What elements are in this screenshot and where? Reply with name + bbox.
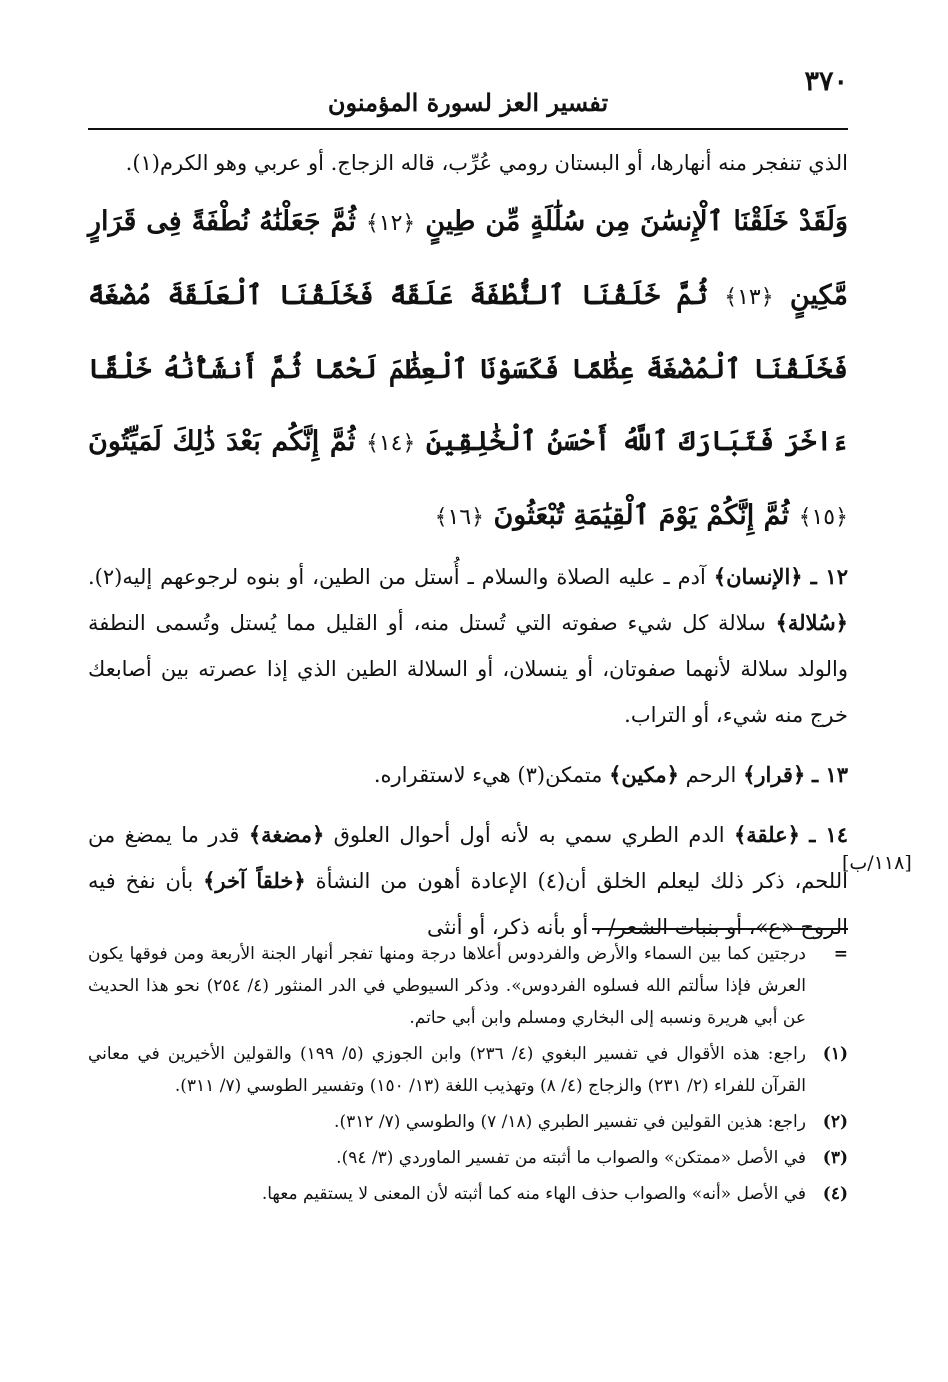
footnote-mark: (٣) [822, 1148, 848, 1168]
entry-number: ١٤ ـ [809, 822, 848, 847]
verse-number-15: ﴿١٥﴾ [798, 505, 848, 530]
quoted-term: ﴿مضغة﴾ [248, 822, 325, 847]
page-header [88, 62, 848, 130]
footnote-text: راجع: هذين القولين في تفسير الطبري (١٨/ ٧) والطوسي (٧/ ٣١٢). [334, 1112, 806, 1132]
running-title: تفسير العز لسورة المؤمنون [327, 88, 609, 117]
footnote-divider [592, 928, 848, 930]
footnote-mark: (١) [822, 1044, 848, 1064]
footnote [88, 1142, 848, 1174]
main-text [88, 140, 848, 950]
footnote-text: في الأصل «ممتكن» والصواب ما أثبته من تفسير الماوردي (٣/ ٩٤). [336, 1148, 806, 1168]
footnotes [88, 938, 848, 1210]
quoted-term: ﴿علقة﴾ [733, 822, 800, 847]
footnote-text: في الأصل «أنه» والصواب حذف الهاء منه كما أثبته لأن المعنى لا يستقيم معها. [261, 1184, 806, 1204]
footnote-text: راجع: هذه الأقوال في تفسير البغوي (٤/ ٢٣٦) وابن الجوزي (٥/ ١٩٩) والقولين الأخيرين في معاني القرآن للفراء (٢/ ٢٣١) والزجاج (٤/ ٨) وتهذيب اللغة (١٣/ ١٥٠) وتفسير الطوسي (٧/ ٣١١). [88, 1044, 806, 1096]
commentary-text: قدر ما يمضغ من اللحم، ذكر ذلك ليعلم الخلق أن(٤) الإعادة أهون من النشأة [88, 823, 848, 893]
footnote-mark: (٢) [822, 1112, 848, 1132]
verse-text: وَلَقَدْ خَلَقْنَا ٱلْإِنسَٰنَ مِن سُلَٰلَةٍ مِّن طِينٍ [425, 206, 848, 237]
quoted-term: ﴿قرار﴾ [743, 762, 806, 787]
footnote [88, 938, 848, 1034]
verse-text: ثُمَّ إِنَّكُمْ يَوْمَ ٱلْقِيَٰمَةِ تُبْعَثُونَ [493, 500, 790, 531]
commentary-text: الدم الطري سمي به لأنه أول أحوال العلوق [333, 823, 725, 847]
verse-number-12: ﴿١٢﴾ [365, 211, 416, 236]
verse-text: ثُمَّ جَعَلْنَٰهُ نُطْفَةً فِى قَرَارٍ مَّكِينٍ [88, 206, 848, 311]
quoted-term: ﴿مكين﴾ [609, 762, 679, 787]
quran-verse-block [88, 186, 848, 554]
quoted-term: ﴿سُلالة﴾ [775, 610, 848, 635]
commentary-text: آدم ـ عليه الصلاة والسلام ـ أُستل من الطين، أو بنوه لرجوعهم إليه(٢). [88, 565, 706, 589]
manuscript-folio-marker: [١١٨/ب] [842, 852, 912, 874]
quoted-term: ﴿الإنسان﴾ [713, 564, 803, 589]
commentary-text: بأن نفخ فيه الروح «ع»، أو بنبات الشعر/ ، أو بأنه ذكر، أو أنثى [88, 869, 848, 939]
commentary-13 [88, 752, 848, 798]
footnote [88, 1178, 848, 1210]
footnote-mark: (٤) [822, 1184, 848, 1204]
page-number: ٣٧٠ [804, 66, 848, 97]
verse-text: ثُمَّ إِنَّكُم بَعْدَ ذَٰلِكَ لَمَيِّتُونَ [88, 426, 356, 457]
footnote-text: درجتين كما بين السماء والأرض والفردوس أعلاها درجة ومنها تفجر أنهار الجنة الأربعة ومن فوقها يكون العرش فإذا سألتم الله فسلوه الفردوس». وذكر السيوطي في الدر المنثور (٤/ ٢٥٤) نحو هذا الحديث عن أبي هريرة ونسبه إلى البخاري ومسلم وابن أبي حاتم. [88, 944, 806, 1028]
quoted-term: ﴿خلقاً آخر﴾ [203, 868, 306, 893]
entry-number: ١٣ ـ [811, 762, 848, 787]
verse-text: ثُمَّ خَلَقْنَا ٱلنُّطْفَةَ عَلَقَةً فَخَلَقْنَا ٱلْعَلَقَةَ مُضْغَةً فَخَلَقْنَا ٱلْمُضْغَةَ عِظَٰمًا فَكَسَوْنَا ٱلْعِظَٰمَ لَحْمًا ثُمَّ أَنشَأْنَٰهُ خَلْقًا ءَاخَرَ فَتَبَارَكَ ٱللَّهُ أَحْسَنُ ٱلْخَٰلِقِينَ [88, 280, 848, 457]
footnote-mark: = [833, 944, 848, 964]
entry-number: ١٢ ـ [810, 564, 848, 589]
verse-number-13: ﴿١٣﴾ [724, 285, 774, 310]
commentary-12 [88, 554, 848, 738]
intro-paragraph: الذي تنفجر منه أنهارها، أو البستان رومي عُرِّب، قاله الزجاج. أو عربي وهو الكرم(١). [125, 151, 848, 175]
verse-number-14: ﴿١٤﴾ [365, 431, 416, 456]
footnote [88, 1106, 848, 1138]
verse-number-16: ﴿١٦﴾ [434, 505, 485, 530]
commentary-text: متمكن(٣) هيء لاستقراره. [373, 763, 603, 787]
commentary-text: الرحم [685, 763, 737, 787]
footnote [88, 1038, 848, 1102]
commentary-text: سلالة كل شيء صفوته التي تُستل منه، أو القليل مما يُستل وتُسمى النطفة والولد سلالة لأنهما صفوتان، أو ينسلان، أو السلالة الطين الذي إذا عصرته بين أصابعك خرج منه شيء، أو التراب. [88, 611, 848, 727]
